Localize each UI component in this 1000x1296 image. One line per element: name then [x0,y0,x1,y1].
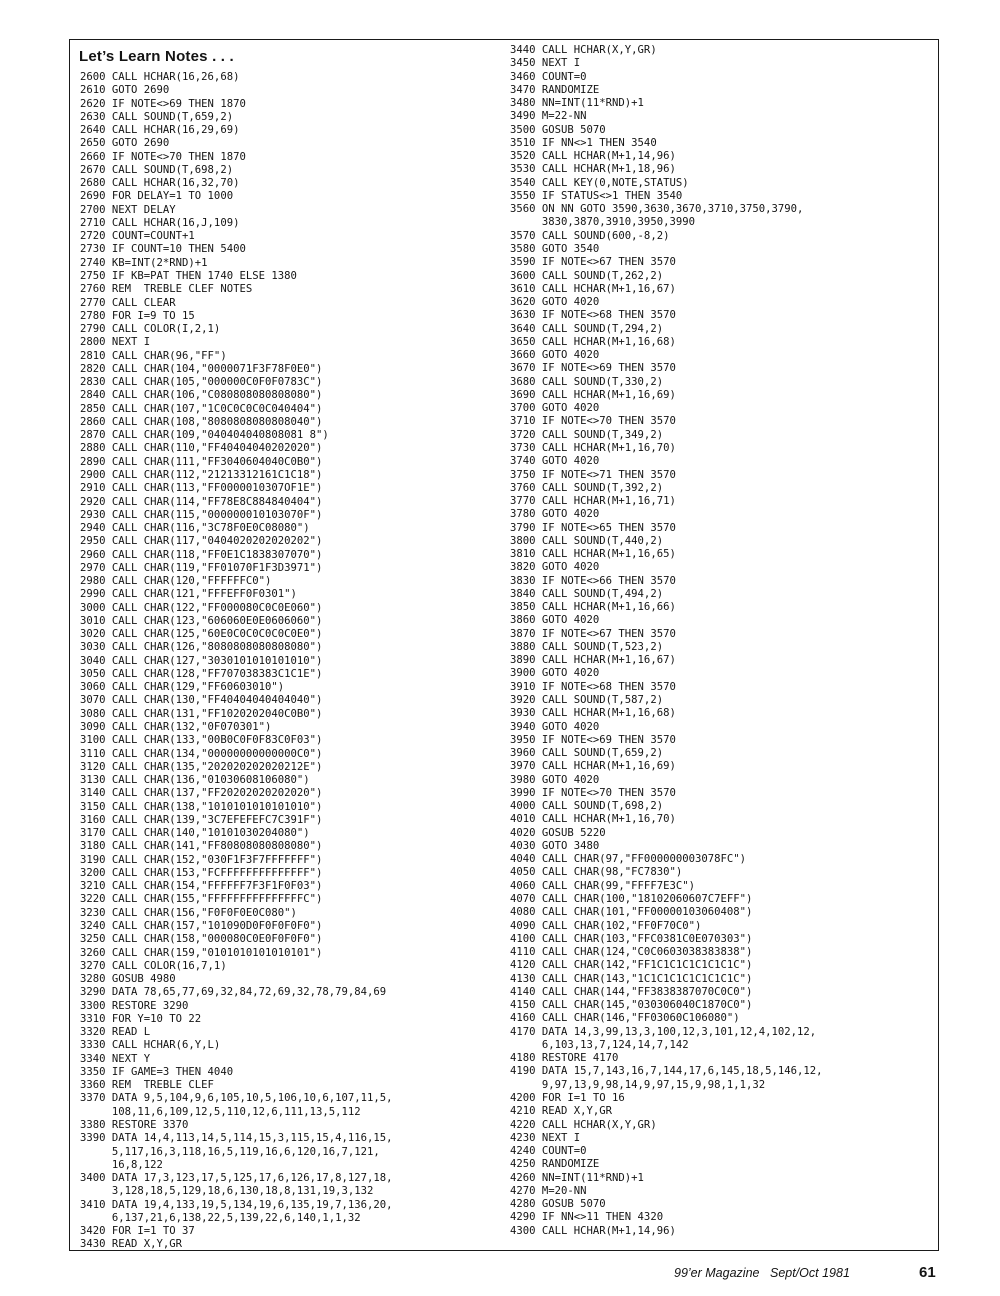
code-line: 3420 FOR I=1 TO 37 [80,1225,195,1238]
code-line: 3770 CALL HCHAR(M+1,16,71) [510,495,676,508]
code-line: 3430 READ X,Y,GR [80,1238,183,1251]
code-line: 2870 CALL CHAR(109,"040404040808081 8") [80,429,329,442]
code-line: 3950 IF NOTE<>69 THEN 3570 [510,733,676,746]
code-line: 3780 GOTO 4020 [510,508,600,521]
code-line: 3960 CALL SOUND(T,659,2) [510,747,664,760]
code-line: 2820 CALL CHAR(104,"0000071F3F78F0E0") [80,362,323,375]
code-line: 3900 GOTO 4020 [510,667,600,680]
code-line: 3800 CALL SOUND(T,440,2) [510,534,664,547]
code-line: 3830,3870,3910,3950,3990 [510,216,695,229]
code-line: 2670 CALL SOUND(T,698,2) [80,163,234,176]
code-line: 3050 CALL CHAR(128,"FF707038383C1C1E") [80,667,323,680]
code-line: 3920 CALL SOUND(T,587,2) [510,694,664,707]
code-line: 3440 CALL HCHAR(X,Y,GR) [510,44,657,56]
code-line: 4210 READ X,Y,GR [510,1105,613,1118]
code-line: 3390 DATA 14,4,113,14,5,114,15,3,115,15,4,116,15, [80,1132,393,1145]
code-line: 3150 CALL CHAR(138,"1010101010101010") [80,800,323,813]
code-line: 3210 CALL CHAR(154,"FFFFFF7F3F1F0F03") [80,880,323,893]
code-line: 2780 FOR I=9 TO 15 [80,309,195,322]
code-line: 3880 CALL SOUND(T,523,2) [510,640,664,653]
code-line: 3850 CALL HCHAR(M+1,16,66) [510,601,676,614]
code-line: 3170 CALL CHAR(140,"10101030204080") [80,827,310,840]
code-line: 3890 CALL HCHAR(M+1,16,67) [510,654,676,667]
code-column-right [510,44,823,1238]
code-line: 4230 NEXT I [510,1131,581,1144]
code-line: 2980 CALL CHAR(120,"FFFFFFC0") [80,575,272,588]
code-line: 3660 GOTO 4020 [510,349,600,362]
code-line: 3690 CALL HCHAR(M+1,16,69) [510,388,676,401]
code-line: 4180 RESTORE 4170 [510,1052,619,1065]
code-line: 3610 CALL HCHAR(M+1,16,67) [510,282,676,295]
code-line: 2600 CALL HCHAR(16,26,68) [80,71,240,83]
code-line: 3,128,18,5,129,18,6,130,18,8,131,19,3,132 [80,1185,374,1198]
footer-magazine-name: 99’er Magazine [674,1266,760,1280]
code-line: 3400 DATA 17,3,123,17,5,125,17,6,126,17,8,127,18, [80,1172,393,1185]
code-line: 3320 READ L [80,1026,151,1039]
code-line: 2770 CALL CLEAR [80,296,176,309]
code-line: 3740 GOTO 4020 [510,455,600,468]
code-line: 3680 CALL SOUND(T,330,2) [510,375,664,388]
code-line: 4110 CALL CHAR(124,"C0C0603038383838") [510,946,753,959]
code-line: 3410 DATA 19,4,133,19,5,134,19,6,135,19,7,136,20, [80,1198,393,1211]
code-line: 3720 CALL SOUND(T,349,2) [510,428,664,441]
code-line: 2900 CALL CHAR(112,"21213312161C1C18") [80,468,323,481]
code-line: 3730 CALL HCHAR(M+1,16,70) [510,441,676,454]
code-line: 3540 CALL KEY(0,NOTE,STATUS) [510,176,689,189]
code-line: 3760 CALL SOUND(T,392,2) [510,481,664,494]
code-line: 3110 CALL CHAR(134,"00000000000000C0") [80,747,323,760]
code-line: 4150 CALL CHAR(145,"030306040C1870C0") [510,999,753,1012]
code-line: 3030 CALL CHAR(126,"8080808080808080") [80,641,323,654]
code-line: 3940 GOTO 4020 [510,720,600,733]
code-line: 3980 GOTO 4020 [510,773,600,786]
code-line: 4160 CALL CHAR(146,"FF03060C106080") [510,1012,740,1025]
code-line: 5,117,16,3,118,16,5,119,16,6,120,16,7,121, [80,1145,380,1158]
code-line: 3090 CALL CHAR(132,"0F070301") [80,721,272,734]
code-line: 3580 GOTO 3540 [510,242,600,255]
code-line: 3810 CALL HCHAR(M+1,16,65) [510,548,676,561]
code-line: 2930 CALL CHAR(115,"000000010103070F") [80,508,323,521]
code-line: 3340 NEXT Y [80,1052,151,1065]
code-line: 2760 REM TREBLE CLEF NOTES [80,283,253,296]
code-line: 2690 FOR DELAY=1 TO 1000 [80,190,234,203]
code-line: 3220 CALL CHAR(155,"FFFFFFFFFFFFFFFC") [80,893,323,906]
code-line: 3510 IF NN<>1 THEN 3540 [510,136,657,149]
code-line: 3500 GOSUB 5070 [510,123,606,136]
code-line: 4290 IF NN<>11 THEN 4320 [510,1211,664,1224]
code-line: 3710 IF NOTE<>70 THEN 3570 [510,415,676,428]
code-line: 4020 GOSUB 5220 [510,826,606,839]
code-line: 3000 CALL CHAR(122,"FF000080C0C0E060") [80,601,323,614]
code-line: 3600 CALL SOUND(T,262,2) [510,269,664,282]
code-line: 3330 CALL HCHAR(6,Y,L) [80,1039,221,1052]
code-line: 4200 FOR I=1 TO 16 [510,1091,625,1104]
code-line: 3190 CALL CHAR(152,"030F1F3F7FFFFFFF") [80,853,323,866]
code-line: 2830 CALL CHAR(105,"000000C0F0F0783C") [80,376,323,389]
code-line: 3020 CALL CHAR(125,"60E0C0C0C0C0C0E0") [80,628,323,641]
code-line: 3750 IF NOTE<>71 THEN 3570 [510,468,676,481]
code-line: 3250 CALL CHAR(158,"000080C0E0F0F0F0") [80,933,323,946]
code-line: 2660 IF NOTE<>70 THEN 1870 [80,150,246,163]
code-line: 4070 CALL CHAR(100,"18102060607C7EFF") [510,893,753,905]
code-line: 4000 CALL SOUND(T,698,2) [510,800,664,813]
code-line: 2810 CALL CHAR(96,"FF") [80,349,227,362]
code-line: 2750 IF KB=PAT THEN 1740 ELSE 1380 [80,269,297,282]
code-line: 3290 DATA 78,65,77,69,32,84,72,69,32,78,79,84,69 [80,986,387,999]
code-line: 3640 CALL SOUND(T,294,2) [510,322,664,335]
code-line: 3160 CALL CHAR(139,"3C7EFEFEFC7C391F") [80,813,323,826]
code-line: 2740 KB=INT(2*RND)+1 [80,256,208,269]
code-line: 3820 GOTO 4020 [510,561,600,574]
code-line: 4050 CALL CHAR(98,"FC7830") [510,866,683,879]
code-line: 4300 CALL HCHAR(M+1,14,96) [510,1224,676,1237]
code-line: 3450 NEXT I [510,57,581,70]
article-title: Let’s Learn Notes . . . [79,48,234,65]
code-line: 3520 CALL HCHAR(M+1,14,96) [510,150,676,163]
code-line: 3840 CALL SOUND(T,494,2) [510,587,664,600]
code-line: 4270 M=20-NN [510,1184,587,1197]
code-line: 2800 NEXT I [80,336,151,349]
code-line: 3560 ON NN GOTO 3590,3630,3670,3710,3750,3790, [510,203,804,216]
code-line: 4190 DATA 15,7,143,16,7,144,17,6,145,18,5,146,12, [510,1065,823,1078]
code-line: 2970 CALL CHAR(119,"FF01070F1F3D3971") [80,561,323,574]
code-line: 3860 GOTO 4020 [510,614,600,627]
code-line: 4040 CALL CHAR(97,"FF000000003078FC") [510,853,746,866]
code-line: 3100 CALL CHAR(133,"00B0C0F0F83C0F03") [80,734,323,747]
code-line: 2710 CALL HCHAR(16,J,109) [80,216,240,229]
code-line: 2620 IF NOTE<>69 THEN 1870 [80,97,246,110]
code-line: 2630 CALL SOUND(T,659,2) [80,110,234,123]
code-line: 3230 CALL CHAR(156,"F0F0F0E0C080") [80,906,297,919]
code-line: 2910 CALL CHAR(113,"FF0000010307OF1E") [80,482,323,495]
code-line: 3130 CALL CHAR(136,"01030608106080") [80,774,310,787]
code-line: 2990 CALL CHAR(121,"FFFEFF0F0301") [80,588,297,601]
code-line: 3180 CALL CHAR(141,"FF80808080808080") [80,840,323,853]
code-line: 2790 CALL COLOR(I,2,1) [80,323,221,336]
code-line: 2640 CALL HCHAR(16,29,69) [80,124,240,137]
code-line: 2890 CALL CHAR(111,"FF3040604040C0B0") [80,455,323,468]
code-line: 3300 RESTORE 3290 [80,999,189,1012]
code-line: 6,103,13,7,124,14,7,142 [510,1038,689,1051]
code-line: 4220 CALL HCHAR(X,Y,GR) [510,1118,657,1131]
code-line: 4240 COUNT=0 [510,1145,587,1158]
code-line: 3070 CALL CHAR(130,"FF40404040404040") [80,694,323,707]
code-line: 3040 CALL CHAR(127,"3030101010101010") [80,654,323,667]
code-line: 108,11,6,109,12,5,110,12,6,111,13,5,112 [80,1105,361,1118]
code-line: 16,8,122 [80,1158,163,1171]
code-line: 3260 CALL CHAR(159,"0101010101010101") [80,946,323,959]
code-line: 4130 CALL CHAR(143,"1C1C1C1C1C1C1C1C") [510,972,753,985]
code-line: 3550 IF STATUS<>1 THEN 3540 [510,189,683,202]
code-line: 3460 COUNT=0 [510,70,587,83]
code-line: 3530 CALL HCHAR(M+1,18,96) [510,163,676,176]
code-line: 2650 GOTO 2690 [80,137,170,150]
code-line: 4250 RANDOMIZE [510,1158,600,1171]
code-line: 2860 CALL CHAR(108,"8080808080808040") [80,415,323,428]
code-line: 2700 NEXT DELAY [80,203,176,216]
code-line: 3310 FOR Y=10 TO 22 [80,1012,202,1025]
code-line: 3990 IF NOTE<>70 THEN 3570 [510,786,676,799]
code-line: 4060 CALL CHAR(99,"FFFF7E3C") [510,879,695,892]
code-line: 3620 GOTO 4020 [510,296,600,309]
code-line: 4120 CALL CHAR(142,"FF1C1C1C1C1C1C1C") [510,959,753,972]
code-line: 2880 CALL CHAR(110,"FF40404040202020") [80,442,323,455]
code-line: 3380 RESTORE 3370 [80,1118,189,1131]
code-line: 4030 GOTO 3480 [510,839,600,852]
code-line: 3910 IF NOTE<>68 THEN 3570 [510,680,676,693]
code-line: 3590 IF NOTE<>67 THEN 3570 [510,256,676,269]
code-line: 3930 CALL HCHAR(M+1,16,68) [510,707,676,720]
code-line: 2680 CALL HCHAR(16,32,70) [80,177,240,190]
code-line: 2610 GOTO 2690 [80,84,170,97]
code-line: 4260 NN=INT(11*RND)+1 [510,1171,644,1184]
code-line: 3480 NN=INT(11*RND)+1 [510,97,644,110]
code-line: 3570 CALL SOUND(600,-8,2) [510,229,670,242]
code-column-left [80,71,393,1252]
code-line: 3970 CALL HCHAR(M+1,16,69) [510,760,676,773]
code-line: 2940 CALL CHAR(116,"3C78F0E0C08080") [80,522,310,535]
footer-issue-date: Sept/Oct 1981 [770,1266,850,1280]
code-line: 3870 IF NOTE<>67 THEN 3570 [510,627,676,640]
code-line: 9,97,13,9,98,14,9,97,15,9,98,1,1,32 [510,1078,766,1091]
code-line: 2920 CALL CHAR(114,"FF78E8C884840404") [80,495,323,508]
code-line: 3630 IF NOTE<>68 THEN 3570 [510,309,676,322]
code-line: 3140 CALL CHAR(137,"FF20202020202020") [80,787,323,800]
code-line: 3120 CALL CHAR(135,"202020202020212E") [80,760,323,773]
code-line: 4280 GOSUB 5070 [510,1198,606,1211]
code-line: 2730 IF COUNT=10 THEN 5400 [80,243,246,256]
code-line: 3270 CALL COLOR(16,7,1) [80,959,227,972]
code-line: 3080 CALL CHAR(131,"FF1020202040C0B0") [80,707,323,720]
code-line: 3830 IF NOTE<>66 THEN 3570 [510,574,676,587]
code-line: 4080 CALL CHAR(101,"FF00000103060408") [510,906,753,919]
code-line: 4010 CALL HCHAR(M+1,16,70) [510,813,676,826]
code-line: 3650 CALL HCHAR(M+1,16,68) [510,335,676,348]
code-line: 3060 CALL CHAR(129,"FF60603010") [80,681,285,694]
code-line: 2950 CALL CHAR(117,"0404020202020202") [80,535,323,548]
code-line: 2850 CALL CHAR(107,"1C0C0C0C0C040404") [80,402,323,415]
code-line: 3240 CALL CHAR(157,"101090D0F0F0F0F0") [80,920,323,932]
code-line: 2960 CALL CHAR(118,"FF0E1C1838307070") [80,548,323,561]
code-line: 2840 CALL CHAR(106,"C080808080808080") [80,389,323,402]
code-line: 3470 RANDOMIZE [510,83,600,96]
code-line: 3370 DATA 9,5,104,9,6,105,10,5,106,10,6,107,11,5, [80,1092,393,1105]
code-line: 3360 REM TREBLE CLEF [80,1079,214,1092]
code-line: 2720 COUNT=COUNT+1 [80,230,195,243]
code-line: 3670 IF NOTE<>69 THEN 3570 [510,362,676,375]
code-line: 3010 CALL CHAR(123,"606060E0E0606060") [80,614,323,627]
code-line: 4140 CALL CHAR(144,"FF3838387070C0C0") [510,985,753,998]
code-line: 3790 IF NOTE<>65 THEN 3570 [510,521,676,534]
page-number: 61 [919,1264,936,1281]
code-line: 4100 CALL CHAR(103,"FFC0381C0E070303") [510,932,753,945]
code-line: 6,137,21,6,138,22,5,139,22,6,140,1,1,32 [80,1211,361,1224]
code-line: 3700 GOTO 4020 [510,402,600,415]
code-line: 3490 M=22-NN [510,110,587,123]
code-line: 3350 IF GAME=3 THEN 4040 [80,1065,234,1078]
code-line: 3280 GOSUB 4980 [80,973,176,986]
code-line: 4090 CALL CHAR(102,"FF0F70C0") [510,919,702,932]
code-line: 3200 CALL CHAR(153,"FCFFFFFFFFFFFFFF") [80,866,323,879]
code-line: 4170 DATA 14,3,99,13,3,100,12,3,101,12,4,102,12, [510,1025,817,1038]
